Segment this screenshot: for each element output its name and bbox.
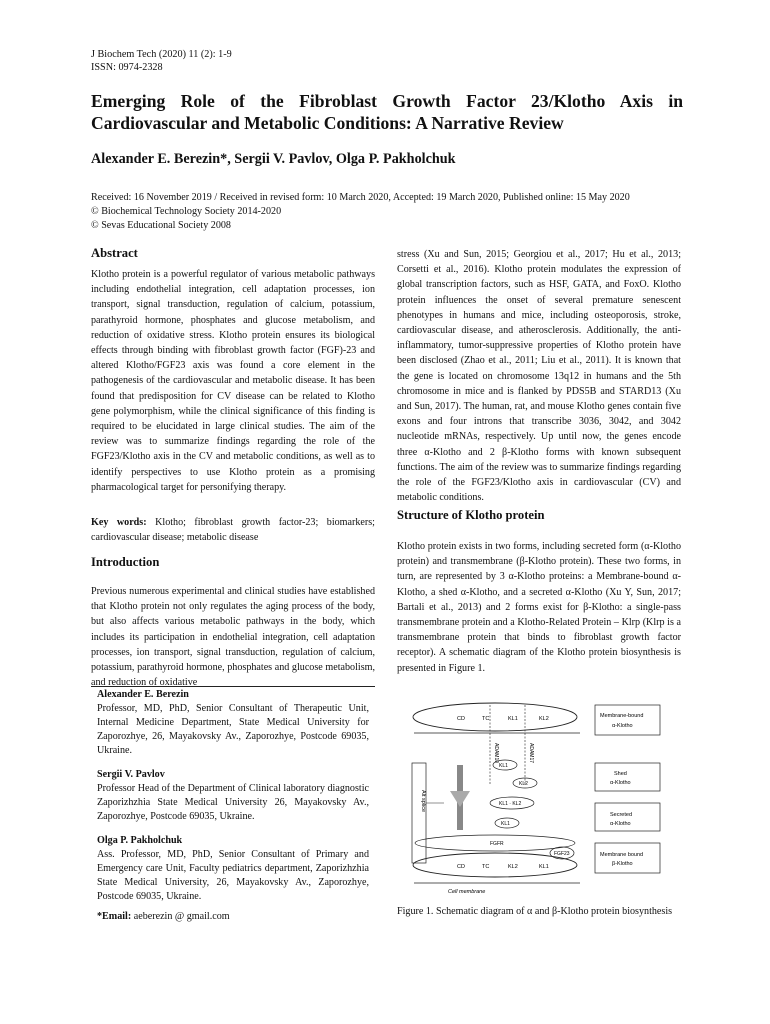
label-cd-top: CD <box>457 716 465 722</box>
introduction-text: Previous numerous experimental and clinical studies have established that Klotho protein not only regulates the aging process of the body, but also affects various metabolic pathways in the body, which includes its participation in endothelial integration, cell adaptation processes, ion transport, signal transduction, regulation of calcium, potassium, parathyroid hormone, phosphates and glucose metabolism, and reduction of oxidative <box>91 586 375 689</box>
label-shed-alpha: Shed <box>614 771 627 777</box>
label-kl1kl2: KL1 · KL2 <box>499 801 522 807</box>
label-kl2-bot: KL2 <box>508 864 518 870</box>
received-dates: Received: 16 November 2019 / Received in revised form: 10 March 2020, Accepted: 19 March 2020, Published online: 15 May 2020 <box>91 192 630 203</box>
label-kl2-shed: KL2 <box>519 781 528 787</box>
figure-caption: Figure 1. Schematic diagram of α and β-Klotho protein biosynthesis <box>397 906 673 917</box>
email-address[interactable]: aeberezin @ gmail.com <box>133 911 230 922</box>
label-adam10: ADAM10 <box>493 743 499 764</box>
label-adam17: ADAM17 <box>528 743 534 764</box>
label-fgf23: FGF23 <box>554 851 570 857</box>
label-cd-bot: CD <box>457 864 465 870</box>
label-membrane-alpha: Membrane-bound <box>600 713 644 719</box>
affiliation-text: Professor, MD, PhD, Senior Consultant of Therapeutic Unit, Internal Medicine Department, State Medical University for Zaporozhye, 26, Mayakovsky Av., Zaporozhye, Postcode 69035, Ukraine. <box>97 703 369 756</box>
abstract-text: Klotho protein is a powerful regulator of various metabolic pathways including endothelial integration, cell adaptation processes, ion transport, signal transduction, regulation of calcium, potassium, parathyroid hormone, phosphates and glucose metabolism, and reduction of oxidative stress. Klotho protein ensures its biological effects through binding with fibroblast growth factor (FGF)-23 and altered Klotho/FGF23 axis was found a core element in the pathogenesis of the cardiovascular and metabolic disease. It has been found that predisposition for CV disease can be related to Klotho gene polymorphism, while the clinical significance of this finding is required to be elucidated in large clinical studies. The aim of the review was to summarize findings regarding the role of the FGF23/Klotho axis in the CV and metabolic conditions, as well as to identify perspectives to use Klotho protein as a promising pharmacological target for personifying therapy. <box>91 269 375 493</box>
author-list: Alexander E. Berezin*, Sergii V. Pavlov, Olga P. Pakholchuk <box>91 151 456 167</box>
keywords-text: Klotho; fibroblast growth factor-23; biomarkers; cardiovascular disease; metabolic disease <box>91 517 375 544</box>
affiliation-text: Ass. Professor, MD, PhD, Senior Consultant of Primary and Emergency care Unit, Faculty pediatrics department, Zaporizhzhia State Medical University, 26, Mayakovsky Av., Zaporozhye, Postcode 69035, Ukraine. <box>97 849 369 902</box>
affiliation-name: Sergii V. Pavlov <box>97 769 165 780</box>
label-tc-bot: TC <box>482 864 490 870</box>
affiliation-name: Olga P. Pakholchuk <box>97 835 183 846</box>
keywords-label: Key words: <box>91 517 147 528</box>
abstract-heading: Abstract <box>91 246 138 260</box>
structure-heading: Structure of Klotho protein <box>397 508 545 522</box>
email-label: *Email: <box>97 911 132 922</box>
copyright-line-1: © Biochemical Technology Society 2014-2020 <box>91 206 282 217</box>
affiliation-pavlov <box>97 768 369 824</box>
affiliation-pakholchuk <box>97 834 369 904</box>
label-kl1-sec: KL1 <box>501 821 510 827</box>
transition-arrow-head <box>450 791 470 807</box>
label-kl1-shed: KL1 <box>499 763 508 769</box>
label-shed-alpha-2: α-Klotho <box>610 780 631 786</box>
label-secreted-alpha: Secreted <box>610 812 633 818</box>
journal-citation: J Biochem Tech (2020) 11 (2): 1-9 <box>91 49 232 60</box>
label-membrane-beta: Membrane bound <box>600 852 644 858</box>
issn: ISSN: 0974-2328 <box>91 62 163 73</box>
label-fgfr: FGFR <box>490 841 504 847</box>
keywords <box>91 515 375 545</box>
affiliation-text: Professor Head of the Department of Clinical laboratory diagnostic Zaporizhzhia State Medical University 26, Mayakovsky Av., Zaporozhye, Postcode 69035, Ukraine. <box>97 783 369 822</box>
label-membrane-alpha-2: α-Klotho <box>612 723 633 729</box>
paper-title: Emerging Role of the Fibroblast Growth Factor 23/Klotho Axis in Cardiovascular and Metabolic Conditions: A Narrative Review <box>91 91 683 133</box>
label-tc-top: TC <box>482 716 490 722</box>
label-cell-membrane: Cell membrane <box>448 889 486 895</box>
label-kl1-top: KL1 <box>508 716 518 722</box>
affiliation-berezin <box>97 688 369 758</box>
right-column-text: stress (Xu and Sun, 2015; Georgiou et al., 2017; Hu et al., 2013; Corsetti et al., 2016). Klotho protein modulates the expression of global transcription factors, such as HSF, GATA, and FoxO. Klotho protein influences the onset of several premature senescent phenotypes in humans and mice, including osteoporosis, stroke, cardiovascular disease, and atherosclerosis. Additionally, the anti-inflammatory, tumor-suppressive properties of Klotho protein have been disclosed (Zhao et al., 2011; Liu et al., 2011). It is known that the gene is located on chromosome 13q12 in humans and the 5th chromosome in mice and is flanked by PDS5B and STARD13 (Xu and Sun, 2017). The human, rat, and mouse Klotho genes contain five exons and four introns that transcribe 3036, 3042, and 3042 nucleotide mRNAs, respectively. Up until now, the genes encode three α-Klotho and 2 β-Klotho forms with known subsequent functions. The aim of the review was to summarize findings regarding the role of the FGF23/Klotho axis in cardiovascular (CV) and metabolic conditions. <box>397 249 681 504</box>
klotho-biosynthesis-figure <box>400 695 685 900</box>
label-kl2-top: KL2 <box>539 716 549 722</box>
label-kl1-bot: KL1 <box>539 864 549 870</box>
shed-alpha-box <box>595 763 660 791</box>
introduction-heading: Introduction <box>91 555 160 569</box>
top-ellipse <box>413 703 577 731</box>
membrane-alpha-box <box>595 705 660 735</box>
structure-text: Klotho protein exists in two forms, including secreted form (α-Klotho protein) and transmembrane (β-Klotho protein). These two forms, in turn, are represented by 3 α-Klotho proteins: a Membrane-bound α-Klotho, a shed α-Klotho, and a secreted α-Klotho (Xu Y, Sun, 2017; Bartali et al., 2013) and 2 forms exist for β-Klotho: a single-pass transmembrane protein and a Klotho-Related Protein – Klrp (Klrp is a transmembrane protein that binds to fibroblast growth factor receptor). A schematic diagram of the Klotho protein biosynthesis is presented in Figure 1. <box>397 541 681 674</box>
footnote-divider <box>91 686 375 687</box>
copyright-line-2: © Sevas Educational Society 2008 <box>91 220 231 231</box>
label-membrane-beta-2: β-Klotho <box>612 861 633 867</box>
corresponding-email <box>97 910 369 924</box>
affiliation-name: Alexander E. Berezin <box>97 689 189 700</box>
bottom-ellipse <box>413 853 577 877</box>
label-secreted-alpha-2: α-Klotho <box>610 821 631 827</box>
label-alt-splice: Alt splice <box>420 790 426 813</box>
alt-splice-box <box>412 763 426 863</box>
article-dates <box>91 191 691 233</box>
membrane-beta-box <box>595 843 660 873</box>
